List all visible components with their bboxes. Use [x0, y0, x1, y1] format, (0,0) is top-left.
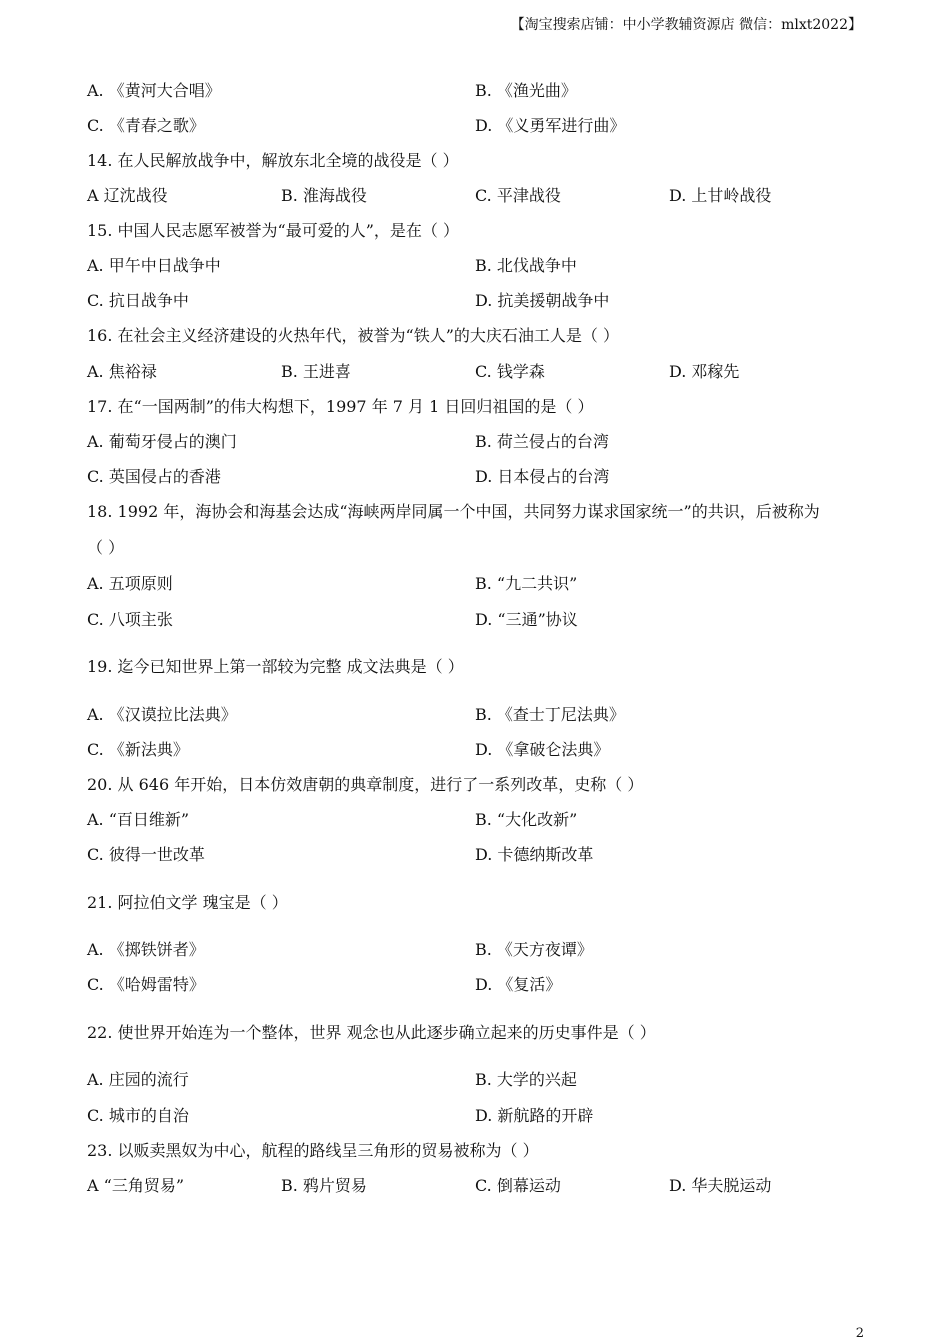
option-d: D. 上甘岭战役 — [669, 186, 772, 205]
option-a: C. 城市的自治 — [87, 1106, 189, 1125]
option-b: B. “大化改新” — [475, 810, 578, 829]
option-b: D. 卡德纳斯改革 — [475, 845, 594, 864]
option-a: A. 《汉谟拉比法典》 — [87, 705, 237, 724]
option-b: B. 《渔光曲》 — [475, 81, 577, 100]
option-b: B. 大学的兴起 — [475, 1070, 577, 1089]
question-text: 23. 以贩卖黑奴为中心，航程的路线呈三角形的贸易被称为（ ） — [87, 1141, 539, 1160]
option-a: C. 英国侵占的香港 — [87, 467, 221, 486]
option-a: A. 《黄河大合唱》 — [87, 81, 221, 100]
option-b: B. 荷兰侵占的台湾 — [475, 432, 609, 451]
option-b: B. 北伐战争中 — [475, 256, 577, 275]
option-d: D. 邓稼先 — [669, 362, 740, 381]
question-text: 19. 迄今已知世界上第一部较为完整 成文法典是（ ） — [87, 657, 464, 676]
option-a: C. 《新法典》 — [87, 740, 189, 759]
option-a: A. 《掷铁饼者》 — [87, 940, 205, 959]
option-a: C. 《青春之歌》 — [87, 116, 205, 135]
page-number: 2 — [855, 1326, 864, 1341]
option-a: C. 彼得一世改革 — [87, 845, 205, 864]
option-b: D. 日本侵占的台湾 — [475, 467, 610, 486]
option-a: A 辽沈战役 — [87, 186, 168, 205]
option-d: D. 华夫脱运动 — [669, 1176, 772, 1195]
question-text: 17. 在“一国两制”的伟大构想下，1997 年 7 月 1 日回归祖国的是（ ） — [87, 397, 594, 416]
option-a: A. “百日维新” — [87, 810, 190, 829]
question-text: 22. 使世界开始连为一个整体，世界 观念也从此逐步确立起来的历史事件是（ ） — [87, 1023, 656, 1042]
option-b: D. 《复活》 — [475, 975, 562, 994]
option-b: D. 新航路的开辟 — [475, 1106, 594, 1125]
question-text: 14. 在人民解放战争中，解放东北全境的战役是（ ） — [87, 151, 459, 170]
option-a: C. 《哈姆雷特》 — [87, 975, 205, 994]
option-b: B. “九二共识” — [475, 574, 578, 593]
option-a: C. 八项主张 — [87, 610, 173, 629]
question-text: 16. 在社会主义经济建设的火热年代，被誉为“铁人”的大庆石油工人是（ ） — [87, 326, 619, 345]
option-a: A. 葡萄牙侵占的澳门 — [87, 432, 237, 451]
option-b: B. 淮海战役 — [281, 186, 367, 205]
option-b: D. 《义勇军进行曲》 — [475, 116, 626, 135]
page-header: 【淘宝搜索店铺：中小学教辅资源店 微信：mlxt2022】 — [510, 17, 862, 33]
question-text: （ ） — [87, 538, 125, 557]
option-a: A “三角贸易” — [87, 1176, 185, 1195]
option-a: C. 抗日战争中 — [87, 291, 189, 310]
option-b: B. 《查士丁尼法典》 — [475, 705, 625, 724]
option-b: B. 《天方夜谭》 — [475, 940, 593, 959]
option-c: C. 倒幕运动 — [475, 1176, 561, 1195]
option-a: A. 五项原则 — [87, 574, 173, 593]
option-b: B. 鸦片贸易 — [281, 1176, 367, 1195]
option-a: A. 庄园的流行 — [87, 1070, 189, 1089]
option-b: D. 《拿破仑法典》 — [475, 740, 610, 759]
question-text: 15. 中国人民志愿军被誉为“最可爱的人”，是在（ ） — [87, 221, 459, 240]
option-a: A. 焦裕禄 — [87, 362, 157, 381]
option-b: D. “三通”协议 — [475, 610, 578, 629]
option-a: A. 甲午中日战争中 — [87, 256, 221, 275]
question-text: 18. 1992 年，海协会和海基会达成“海峡两岸同属一个中国，共同努力谋求国家统一”的共识，后被称为 — [87, 502, 820, 521]
option-b: D. 抗美援朝战争中 — [475, 291, 610, 310]
option-c: C. 钱学森 — [475, 362, 545, 381]
question-text: 21. 阿拉伯文学 瑰宝是（ ） — [87, 893, 288, 912]
question-text: 20. 从 646 年开始，日本仿效唐朝的典章制度，进行了一系列改革，史称（ ） — [87, 775, 644, 794]
option-c: C. 平津战役 — [475, 186, 561, 205]
option-b: B. 王进喜 — [281, 362, 351, 381]
